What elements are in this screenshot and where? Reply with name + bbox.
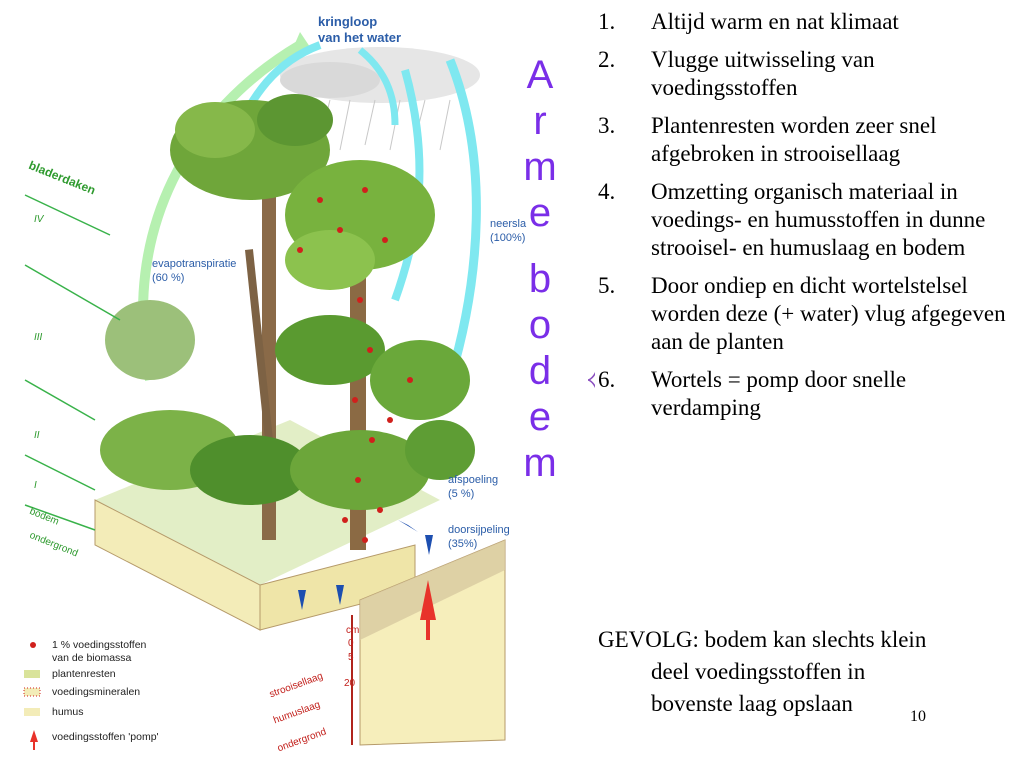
- brace: [588, 16, 595, 740]
- list-item: [598, 8, 1016, 36]
- item-number: 5.: [598, 273, 616, 298]
- cycle-label-1: kringloop: [318, 14, 378, 29]
- layer-label-iii: III: [34, 332, 43, 343]
- cloud-part: [280, 62, 380, 98]
- item-number: 3.: [598, 113, 616, 138]
- legend-pomp: voedingsstoffen 'pomp': [52, 731, 159, 743]
- depth-0: 0: [348, 638, 354, 649]
- legend-plantenresten: plantenresten: [52, 668, 116, 680]
- layer-label-iv: IV: [34, 214, 44, 225]
- title-gap: [514, 236, 566, 256]
- points-list: [598, 8, 1016, 432]
- item-text: Door ondiep en dicht wortelstelsel worden deze (+ water) vlug afgegeven aan de planten: [651, 273, 1006, 354]
- depth-unit: cm: [346, 625, 360, 636]
- strooisellaag-label: strooisellaag: [268, 670, 325, 701]
- canopy-lines: [25, 195, 120, 530]
- item-number: 6.: [598, 367, 616, 392]
- legend-symbols: [24, 642, 40, 750]
- rain-streaks: [320, 100, 450, 150]
- humuslaag-label: humuslaag: [272, 699, 322, 727]
- gevolg-line-2: deel voedingsstoffen in: [651, 659, 866, 684]
- depth-5: 5: [348, 652, 354, 663]
- list-item: [598, 46, 1016, 102]
- runoff-label-1: afspoeling: [448, 474, 499, 486]
- ondergrond-soil-label: ondergrond: [276, 726, 328, 755]
- list-item: [598, 272, 1016, 356]
- layer-label-ii: II: [34, 430, 40, 441]
- list-item: [598, 112, 1016, 168]
- item-text: Omzetting organisch materiaal in voedings- en humusstoffen in dunne strooisel- en humuslaag en bodem: [651, 179, 986, 260]
- page-number: 10: [910, 708, 926, 725]
- legend-humus: humus: [52, 706, 84, 718]
- legend-voedingsmineralen: voedingsmineralen: [52, 686, 141, 698]
- title-letter: o: [528, 303, 552, 347]
- canopy-label: bladerdaken: [26, 158, 98, 198]
- item-number: 2.: [598, 47, 616, 72]
- list-item: [598, 178, 1016, 262]
- evap-label-1: evapotranspiratie: [152, 258, 237, 270]
- title-letter: e: [528, 191, 552, 235]
- rain-label-1: neersla: [490, 218, 527, 230]
- runoff-label-2: (5 %): [448, 488, 475, 500]
- title-letter: A: [526, 53, 554, 97]
- gevolg-line-3: bovenste laag opslaan: [651, 691, 853, 716]
- title-letter: m: [523, 441, 557, 485]
- ondergrond-label: ondergrond: [27, 530, 80, 560]
- item-text: Altijd warm en nat klimaat: [651, 9, 899, 34]
- vertical-title: [514, 52, 566, 486]
- title-letter: r: [533, 99, 547, 143]
- legend-nutrients-2: van de biomassa: [52, 652, 132, 664]
- title-letter: d: [528, 349, 552, 393]
- title-letter: e: [528, 395, 552, 439]
- gevolg-line-1: GEVOLG: bodem kan slechts klein: [598, 627, 927, 652]
- cycle-label-2: van het water: [318, 30, 402, 45]
- item-text: Plantenresten worden zeer snel afgebroken in strooisellaag: [651, 113, 937, 166]
- item-number: 4.: [598, 179, 616, 204]
- title-letter: b: [528, 257, 552, 301]
- title-letter: m: [523, 145, 557, 189]
- gevolg-paragraph: [598, 624, 1018, 720]
- water-arrow-right: [450, 60, 476, 380]
- bodem-label: bodem: [27, 506, 61, 528]
- item-number: 1.: [598, 9, 616, 34]
- seep-label-2: (35%): [448, 538, 478, 550]
- evap-label-2: (60 %): [152, 272, 185, 284]
- item-text: Wortels = pomp door snelle verdamping: [651, 367, 907, 420]
- seep-label-1: doorsijpeling: [448, 524, 510, 536]
- depth-20: 20: [344, 678, 356, 689]
- item-text: Vlugge uitwisseling van voedingsstoffen: [651, 47, 875, 100]
- layer-label-i: I: [34, 480, 37, 491]
- legend-nutrients-1: 1 % voedingsstoffen: [52, 639, 147, 651]
- list-item: [598, 366, 1016, 422]
- rain-label-2: (100%): [490, 232, 526, 244]
